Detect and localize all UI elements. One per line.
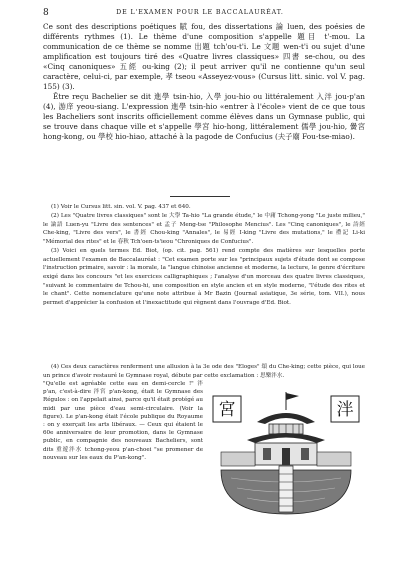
footnote: (3) Voici en quels termes Ed. Biot, (op. cit. pag. 561) rend compte des matières sur lesquelles porte actuellement l'examen de Baccalauréat : "Cet examen porte sur les "principaux sujets d'étude dont se compose l'instruction primaire, savoir : la morale, la "langue chinoise ancienne et moderne, la lecture, le genre d'écriture exigé dans les concours "et les exercices calligraphiques ; l'analyse d'un morceau des quatre livres classiques, "suivant le commentaire de Tchou-hi, une composition en style ancien et en style moderne, "l'étude des rites et le chant". Cette nomenclature qu'une note attribue à Mr Bazin (Journal asiatique, 3e série, tom. VII.), nous permet d'apprécier la confusion et l'inexactitude qui règnent dans l'ouvrage d'Ed. Biot.	[43, 248, 365, 306]
footnote-separator	[170, 196, 230, 197]
footnote-column-text: "Qu'elle est agréable cette eau en demi-cercle !" 泮 p'an, c'est-à-dire 泮宮 p'an-kong, était le Gymnase des Régulos : on l'appelait ainsi, parce qu'il était protégé au midi par une pièce d'eau semi-circulaire. (Voir la figure). Le p'an-kong était l'école publique du Royaume : on y exerçait les arts libéraux. — Ceux qui étaient le 60e anniversaire de leur promotion, dans le Gymnase public, en compagnie des nouveaux Bacheliers, sont dits 重遊泮水 tchong-yeou p'an-choei "se promener de nouveau sur les eaux du P'an-kong".	[43, 381, 203, 461]
footnote: (2) Les "Quatre livres classiques" sont le 大學 Ta-hio "La grande étude," le 中庸 Tchong-yong "Le juste milieu," le 論語 Luen-yu "Livre des sentences" et 孟子 Meng-tse "Philosophe Mencius". Les "Cinq canoniques", le 詩經 Che-king, "Livre des vers", le 書經 Chou-king "Annales", le 易經 I-king "Livre des mutations," le 禮記 Li-ki "Mémorial des rites" et le 春秋 Tch'oen-ts'ieou "Chroniques de Confucius".	[43, 213, 365, 245]
main-text	[43, 22, 365, 142]
footnote-4-column	[43, 380, 203, 462]
main-paragraph: Être reçu Bachelier se dit 進學 tsin-hio, 入學 jou-hio ou littéralement 入泮 jou-p'an (4), 游庠 yeou-siang. L'expression 進學 tsin-hio «entrer à l'école» vient de ce que tous les Bacheliers sont inscrits officiellement comme élèves dans un Gymnase public, qui se trouve dans chaque ville et s'appelle 學宮 hio-hong, littéralement 儒學 jou-hio, 黌宮 hong-kong, ou 學校 hio-hiao, attaché à la pagode de Confucius (夫子廟 Fou-tse-miao).	[43, 92, 365, 141]
footnote: (4) Ces deux caractères renferment une allusion à la 3e ode des "Eloges" 頌 du Che-king; cette pièce, qui loue un prince d'avoir restauré le Gymnase royal, débute par cette exclamation : 思樂泮水.	[43, 364, 365, 379]
main-paragraph: Ce sont des descriptions poétiques 賦 fou, des dissertations 論 luen, des poésies de différents rythmes (1). Le thème d'une composition s'appelle 題目 t'-mou. La communication de ce thème se nomme 出題 tch'ou-t'i. Le 文題 wen-t'i ou sujet d'une amplification est toujours tiré des «Quatre livres classiques» 四書 se-chou, ou des «Cinq canoniques» 五經 ou-king (2); il peut arriver qu'il ne contienne qu'un seul caractère, celui-ci, par exemple, 孝 tseou «Asseyez-vous» (Cursus litt. sinic. vol V. pag. 155) (3).	[43, 22, 365, 91]
pan-kong-illustration	[207, 390, 365, 518]
figure-left-character: 宮	[218, 400, 236, 420]
running-title: DE L'EXAMEN POUR LE BACCALAURÉAT.	[116, 9, 284, 16]
footnote: (1) Voir le Cursus litt. sin. vol. V. pag. 437 et 640.	[51, 204, 191, 210]
footnotes	[43, 203, 365, 308]
footnote-4-intro	[43, 363, 365, 380]
figure-right-character: 泮	[336, 400, 354, 420]
page-number: 8	[43, 8, 49, 18]
